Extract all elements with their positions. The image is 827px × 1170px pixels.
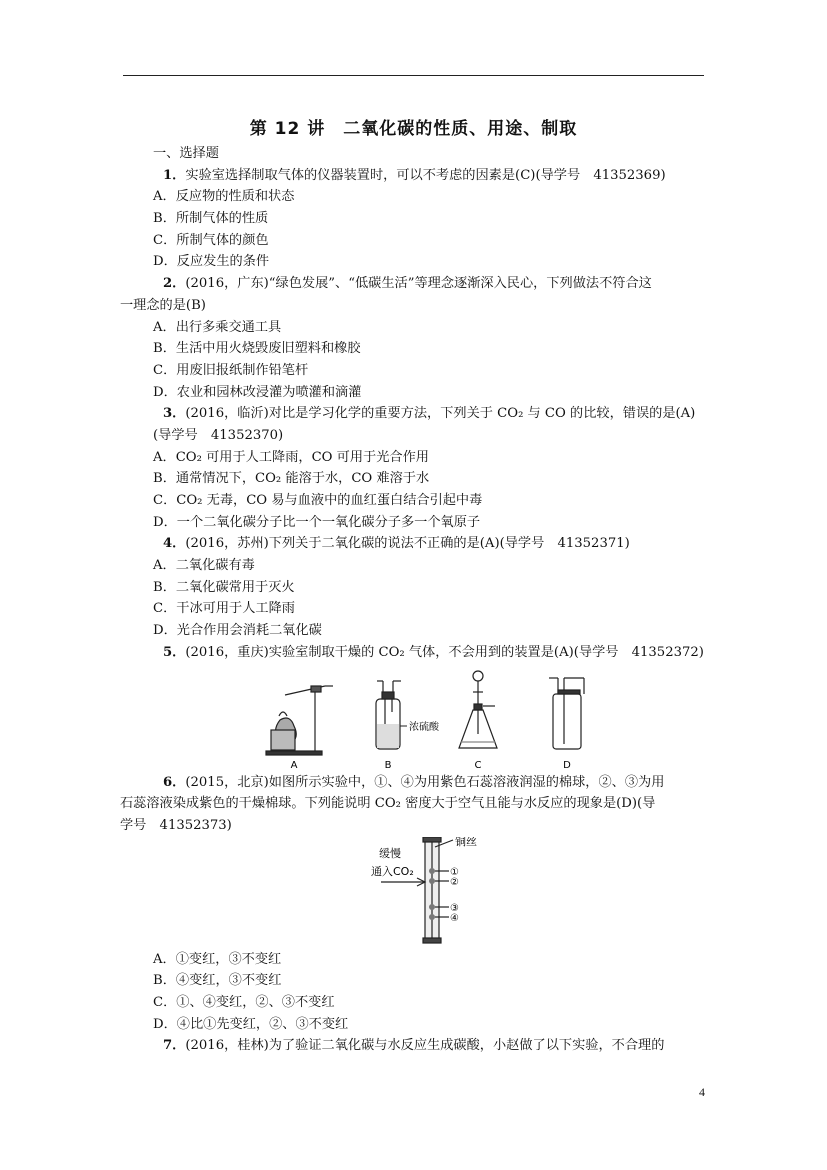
question-5 xyxy=(153,642,705,664)
option: C．①、④变红，②、③不变红 xyxy=(153,994,335,1010)
co2-tube-figure xyxy=(153,837,705,949)
apparatus-a xyxy=(266,686,333,755)
marker-1: ① xyxy=(450,866,459,878)
question-number: 6． xyxy=(163,774,186,790)
option: A．二氧化碳有毒 xyxy=(153,558,255,574)
question-3 xyxy=(153,403,705,425)
question-text: 实验室选择制取气体的仪器装置时，可以不考虑的因素是(C)(导学号 41352369) xyxy=(185,167,666,183)
page-number: 4 xyxy=(699,1085,705,1099)
option: C．CO₂ 无毒，CO 易与血液中的血红蛋白结合引起中毒 xyxy=(153,493,483,508)
apparatus-b xyxy=(376,681,401,749)
label-a: A xyxy=(290,759,298,771)
question-text-cont: 一理念的是(B) xyxy=(120,297,206,313)
option: D．④比①先变红，②、③不变红 xyxy=(153,1016,349,1032)
question-number: 2． xyxy=(163,276,186,292)
question-4 xyxy=(153,533,705,555)
option: B．④变红，③不变红 xyxy=(153,973,282,989)
question-text: (2016，桂林)为了验证二氧化碳与水反应生成碳酸，小赵做了以下实验，不合理的 xyxy=(185,1038,665,1054)
question-text-cont: (导学号 41352370) xyxy=(153,427,284,443)
inject-co2-label: 通入CO₂ xyxy=(371,864,414,878)
section-heading: 一、选择题 xyxy=(153,146,219,161)
question-6 xyxy=(153,772,705,794)
header-rule xyxy=(123,75,704,76)
question-number: 5． xyxy=(163,644,186,660)
option: B．二氧化碳常用于灭火 xyxy=(153,579,295,595)
label-d: D xyxy=(563,759,571,771)
document-body xyxy=(120,143,705,1057)
question-text: (2016，广东)“绿色发展”、“低碳生活”等理念逐渐深入民心，下列做法不符合这 xyxy=(185,276,652,292)
slowly-label: 缓慢 xyxy=(379,846,401,860)
page-title: 第 12 讲 二氧化碳的性质、用途、制取 xyxy=(249,119,578,139)
option: D．农业和园林改浸灌为喷灌和滴灌 xyxy=(153,384,362,400)
option: B．所制气体的性质 xyxy=(153,211,269,227)
co2-tube-svg xyxy=(153,837,705,949)
option: B．通常情况下，CO₂ 能溶于水，CO 难溶于水 xyxy=(153,471,430,487)
concentrated-sulfuric-acid-label: 浓硫酸 xyxy=(409,721,439,733)
option: B．生活中用火烧毁废旧塑料和橡胶 xyxy=(153,341,361,357)
question-number: 3． xyxy=(163,406,186,422)
option: C．用废旧报纸制作铅笔杆 xyxy=(153,362,309,378)
option: A．①变红，③不变红 xyxy=(153,951,282,967)
option: A．反应物的性质和状态 xyxy=(153,189,295,205)
apparatus-figure xyxy=(153,664,705,772)
option: D．光合作用会消耗二氧化碳 xyxy=(153,623,322,639)
question-2 xyxy=(153,273,705,295)
question-text: (2016，重庆)实验室制取干燥的 CO₂ 气体，不会用到的装置是(A)(导学号 41352372) xyxy=(185,644,704,660)
label-c: C xyxy=(474,759,482,771)
option: A．出行多乘交通工具 xyxy=(153,319,282,335)
question-text: (2015，北京)如图所示实验中，①、④为用紫色石蕊溶液润湿的棉球，②、③为用 xyxy=(185,774,665,790)
question-text-cont: 学号 41352373) xyxy=(120,817,232,833)
question-text-cont: 石蕊溶液染成紫色的干燥棉球。下列能说明 CO₂ 密度大于空气且能与水反应的现象是(D)(导 xyxy=(120,796,656,812)
option: A．CO₂ 可用于人工降雨，CO 可用于光合作用 xyxy=(153,449,429,465)
apparatus-d xyxy=(549,678,584,749)
option: D．一个二氧化碳分子比一个一氧化碳分子多一个氧原子 xyxy=(153,514,481,530)
copper-wire-label: 铜丝 xyxy=(455,836,477,848)
apparatus-c xyxy=(459,671,497,748)
label-b: B xyxy=(384,759,392,771)
question-number: 1． xyxy=(163,167,186,183)
question-text: (2016，临沂)对比是学习化学的重要方法，下列关于 CO₂ 与 CO 的比较，错误的是(A) xyxy=(185,406,696,422)
option: C．干冰可用于人工降雨 xyxy=(153,601,295,617)
marker-2: ② xyxy=(450,876,459,888)
question-number: 7． xyxy=(163,1038,186,1054)
apparatus-svg xyxy=(153,664,705,772)
question-text: (2016，苏州)下列关于二氧化碳的说法不正确的是(A)(导学号 41352371) xyxy=(185,536,630,552)
marker-4: ④ xyxy=(450,912,459,924)
marker-3: ③ xyxy=(450,902,459,914)
option: D．反应发生的条件 xyxy=(153,254,270,270)
option: C．所制气体的颜色 xyxy=(153,232,269,248)
question-1 xyxy=(153,165,705,187)
question-number: 4． xyxy=(163,536,186,552)
question-7 xyxy=(153,1035,705,1057)
